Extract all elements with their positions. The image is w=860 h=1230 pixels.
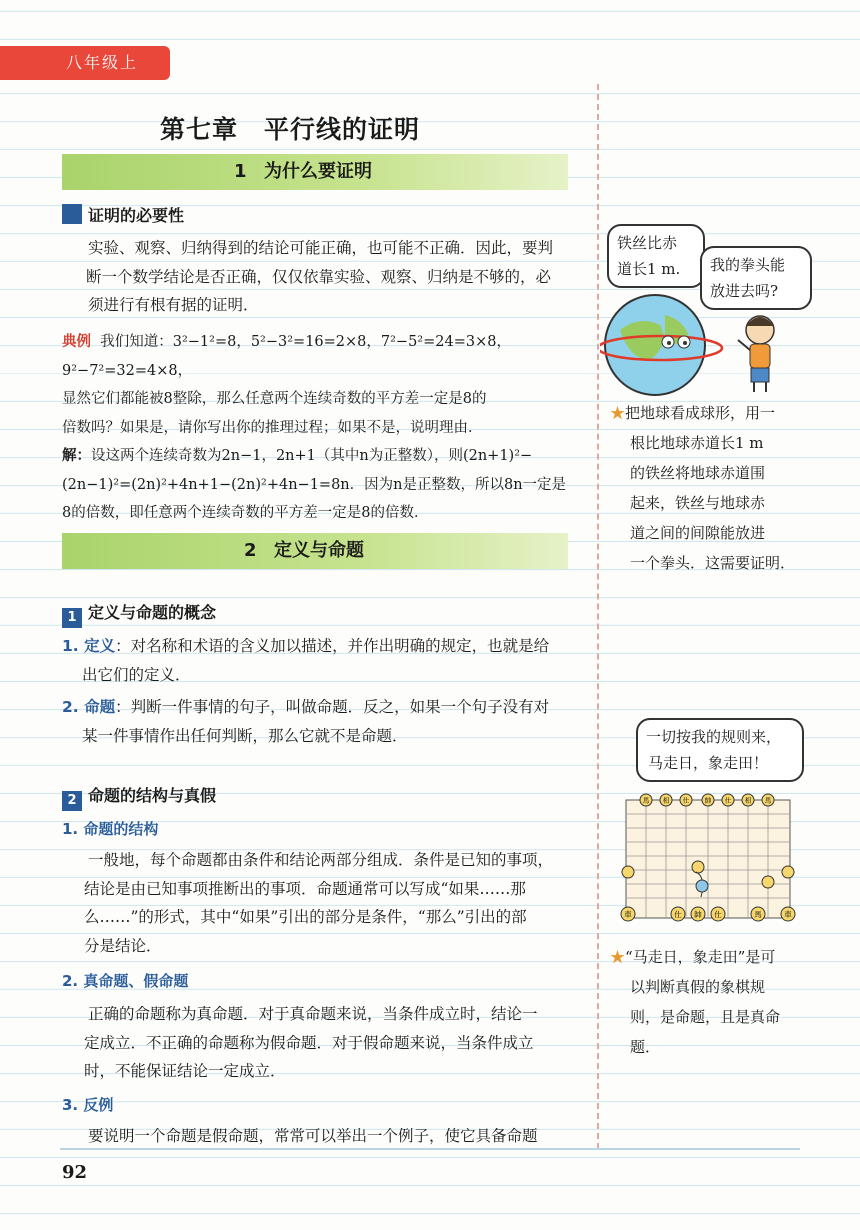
- chapter-title: 第七章 平行线的证明: [160, 115, 421, 144]
- chess-piece-label: 馬: [764, 796, 772, 805]
- chess-piece-label: 帥: [704, 796, 712, 805]
- column-divider: [597, 84, 599, 1149]
- text-line: 结论是由已知事项推断出的事项．命题通常可以写成“如果……那: [84, 879, 526, 898]
- section-banner-1: [62, 154, 568, 190]
- note-line: 题．: [630, 1038, 661, 1056]
- item-label: 1. 定义: [62, 637, 116, 655]
- text-line: (2n−1)²=(2n)²+4n+1−(2n)²+4n−1=8n．因为n是正整数，所以8n一定是: [62, 476, 567, 493]
- number-badge: 1: [62, 608, 82, 628]
- subheading: 2. 真命题、假命题: [62, 972, 189, 990]
- speech-bubble: [607, 224, 705, 288]
- text-line: 倍数吗？如果是，请你写出你的推理过程；如果不是，说明理由．: [62, 419, 483, 436]
- star-icon: ★: [610, 404, 626, 422]
- side-note: [610, 398, 810, 578]
- footer-rule: [60, 1148, 800, 1150]
- text-line: 一般地，每个命题都由条件和结论两部分组成．条件是已知的事项，: [88, 851, 554, 869]
- note-line: 起来，铁丝与地球赤: [630, 494, 766, 512]
- note-line: 一个拳头．这需要证明．: [630, 554, 796, 572]
- text-line: 某一件事情作出任何判断，那么它就不是命题．: [82, 726, 408, 745]
- chess-piece-label: 相: [744, 796, 752, 805]
- note-line: 把地球看成球形，用一: [625, 404, 776, 422]
- box-heading-1: [62, 601, 216, 628]
- chess-piece-label: 帥: [694, 910, 702, 919]
- note-line: “马走日，象走田”是可: [625, 948, 776, 966]
- text-line: 要说明一个命题是假命题，常常可以举出一个例子，使它具备命题: [88, 1127, 538, 1145]
- text-line: 出它们的定义．: [82, 665, 191, 684]
- grade-tab: 八年级上: [0, 46, 170, 80]
- chess-piece-label: 仕: [682, 796, 690, 805]
- paragraph: [88, 1122, 593, 1151]
- earth-boy-illustration: [600, 290, 800, 400]
- text-line: ：判断一件事情的句子，叫做命题．反之，如果一个句子没有对: [115, 698, 550, 716]
- bubble-text: 铁丝比赤: [617, 234, 678, 252]
- star-icon: ★: [610, 948, 626, 966]
- box-heading-2: [62, 784, 216, 811]
- boy-shirt: [750, 344, 770, 368]
- note-line: 的铁丝将地球赤道围: [630, 464, 766, 482]
- item-label: 2. 命题: [62, 698, 116, 716]
- text-line: 实验、观察、归纳得到的结论可能正确，也可能不正确．因此，要判: [88, 239, 554, 257]
- bubble-text: 我的拳头能: [710, 256, 786, 274]
- text-line: 我们知道：3²−1²=8，5²−3²=16=2×8，7²−5²=24=3×8，9²−7²=32=4×8，: [62, 334, 511, 379]
- section-title: 为什么要证明: [264, 161, 372, 182]
- text-line: 么……”的形式，其中“如果”引出的部分是条件，“那么”引出的部: [84, 908, 527, 926]
- note-line: 道之间的间隙能放进: [630, 524, 766, 542]
- note-line: 则，是命题，且是真命: [630, 1008, 781, 1026]
- text-line: 定成立．不正确的命题称为假命题．对于假命题来说，当条件成立: [84, 1033, 534, 1052]
- heading-square-icon: [62, 204, 82, 224]
- chess-piece-label: 車: [624, 910, 632, 919]
- example-label: 典例: [62, 334, 91, 350]
- chess-piece-label: 車: [784, 910, 792, 919]
- heading-text: 证明的必要性: [88, 206, 185, 225]
- speech-bubble: [636, 718, 804, 782]
- subheading: 3. 反例: [62, 1096, 114, 1114]
- chess-piece-label: 仕: [714, 910, 722, 919]
- chess-piece-label: 仕: [724, 796, 732, 805]
- subheading: 1. 命题的结构: [62, 820, 159, 838]
- chess-piece-label: 馬: [642, 796, 650, 805]
- text-line: 时，不能保证结论一定成立．: [84, 1062, 286, 1080]
- note-line: 以判断真假的象棋规: [630, 978, 766, 996]
- bubble-text: 道长1 m.: [617, 260, 681, 278]
- text-line: 断一个数学结论是否正确，仅仅依靠实验、观察、归纳是不够的，必: [86, 267, 552, 286]
- paragraph: [88, 234, 593, 320]
- chessboard-illustration: [618, 792, 798, 928]
- text-line: 正确的命题称为真命题．对于真命题来说，当条件成立时，结论一: [88, 1005, 538, 1023]
- text-line: 分是结论．: [84, 936, 162, 955]
- heading-text: 定义与命题的概念: [88, 603, 217, 622]
- solution-label: 解：: [62, 448, 91, 464]
- chess-piece-label: 馬: [754, 910, 762, 919]
- paragraph: [84, 846, 593, 960]
- text-line: 设这两个连续奇数为2n−1，2n+1（其中n为正整数），则(2n+1)²−: [91, 448, 533, 464]
- section-number: 2: [244, 540, 257, 561]
- side-note: [610, 942, 810, 1062]
- section-heading: [62, 204, 184, 228]
- page-number: 92: [62, 1162, 88, 1183]
- number-badge: 2: [62, 791, 82, 811]
- bubble-text: 马走日，象走田！: [648, 754, 769, 772]
- text-line: 显然它们都能被8整除，那么任意两个连续奇数的平方差一定是8的: [62, 391, 487, 407]
- chess-piece-label: 仕: [674, 910, 682, 919]
- section-banner-2: [62, 533, 568, 569]
- text-line: 须进行有根有据的证明．: [88, 296, 259, 314]
- section-title: 定义与命题: [274, 540, 364, 561]
- definition-list: [62, 632, 592, 750]
- bubble-text: 一切按我的规则来，: [646, 728, 782, 746]
- text-line: 8的倍数，即任意两个连续奇数的平方差一定是8的倍数．: [62, 505, 429, 521]
- note-line: 根比地球赤道长1 m: [630, 434, 764, 452]
- heading-text: 命题的结构与真假: [88, 786, 217, 805]
- chess-character: [696, 880, 708, 892]
- chess-piece-label: 相: [662, 796, 670, 805]
- example-block: [62, 328, 592, 528]
- bubble-text: 放进去吗?: [710, 282, 779, 300]
- section-number: 1: [234, 161, 247, 182]
- paragraph: [84, 1000, 593, 1086]
- text-line: ：对名称和术语的含义加以描述，并作出明确的规定，也就是给: [115, 637, 550, 655]
